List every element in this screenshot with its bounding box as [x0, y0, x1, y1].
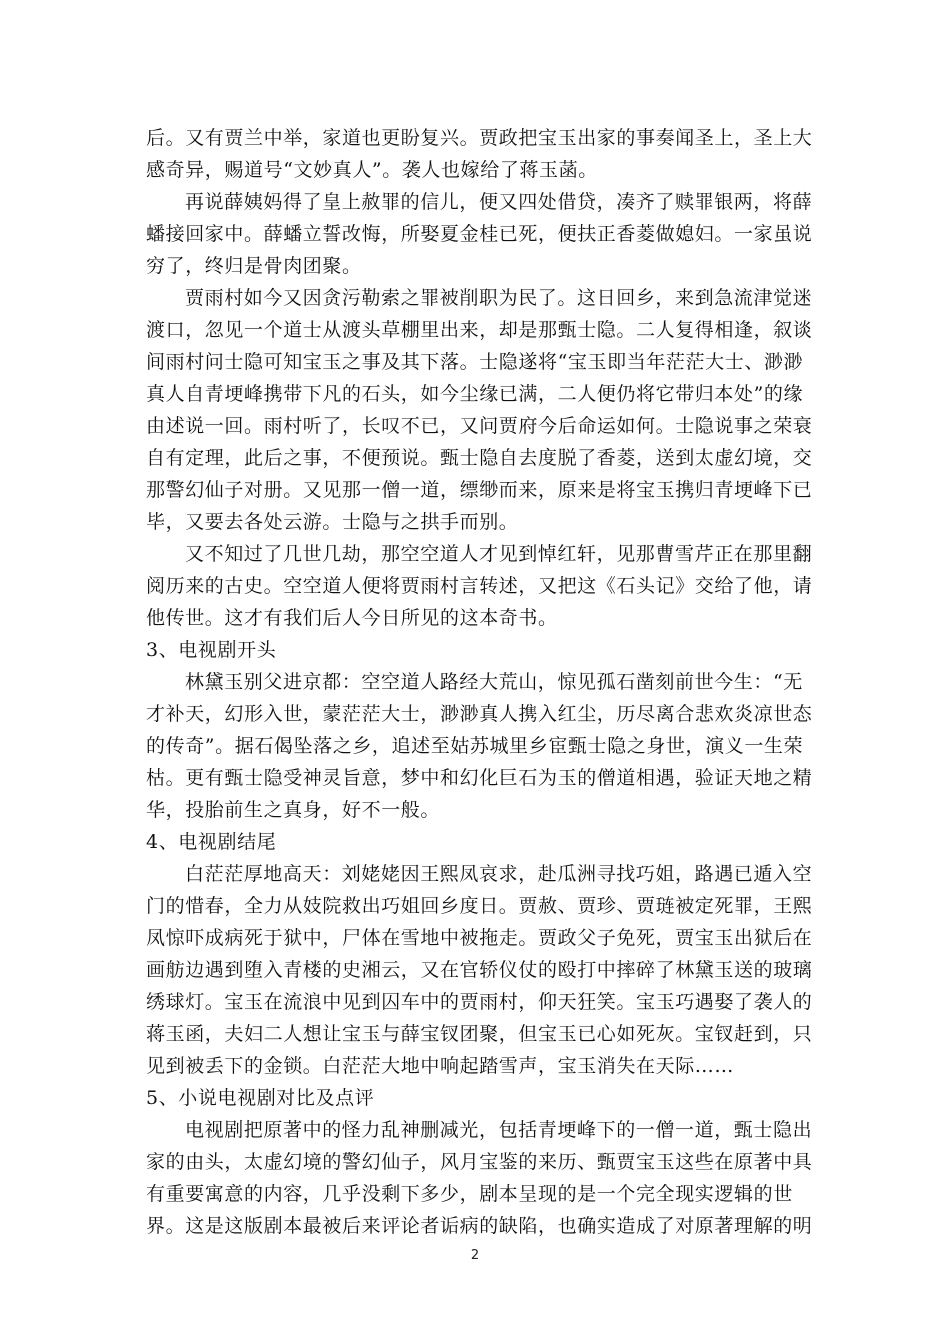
- text-line: 由述说一回。雨村听了，长叹不已，又问贾府今后命运如何。士隐说事之荣衰: [146, 415, 813, 437]
- text-line: 后。又有贾兰中举，家道也更盼复兴。贾政把宝玉出家的事奏闻圣上，圣上大: [146, 127, 813, 149]
- text-line: 门的惜春，全力从妓院救出巧姐回乡度日。贾赦、贾珍、贾琏被定死罪，王熙: [146, 895, 813, 917]
- section-heading: 3、电视剧开头: [146, 639, 277, 661]
- text-line: 间雨村问士隐可知宝玉之事及其下落。士隐遂将“宝玉即当年茫茫大士、渺渺: [146, 351, 804, 373]
- text-line: 凤惊吓成病死于狱中，尸体在雪地中被拖走。贾政父子免死，贾宝玉出狱后在: [146, 927, 813, 949]
- text-line: 感奇异，赐道号“文妙真人”。袭人也嫁给了蒋玉菡。: [146, 159, 598, 181]
- text-line: 有重要寓意的内容，几乎没剩下多少，剧本呈现的是一个完全现实逻辑的世: [146, 1183, 793, 1205]
- text-line: 界。这是这版剧本最被后来评论者诟病的缺陷，也确实造成了对原著理解的明: [146, 1215, 813, 1237]
- text-line: 枯。更有甄士隐受神灵旨意，梦中和幻化巨石为玉的僧道相遇，验证天地之精: [146, 767, 813, 789]
- text-line: 见到被丢下的金锁。白茫茫大地中响起踏雪声，宝玉消失在天际……: [146, 1055, 735, 1077]
- text-line: 的传奇”。据石偈坠落之乡，追述至姑苏城里乡宦甄士隐之身世，演义一生荣: [146, 735, 804, 757]
- page-number: 2: [470, 1248, 480, 1263]
- text-line: 毕，又要去各处云游。士隐与之拱手而别。: [146, 511, 519, 533]
- text-line: 真人自青埂峰携带下凡的石头，如今尘缘已满，二人便仍将它带归本处”的缘: [146, 383, 804, 405]
- text-line: 画舫边遇到堕入青楼的史湘云，又在官轿仪仗的殴打中摔碎了林黛玉送的玻璃: [146, 959, 813, 981]
- text-line: 渡口，忽见一个道士从渡头草棚里出来，却是那甄士隐。二人复得相逢，叙谈: [146, 319, 813, 341]
- paragraph-first-line: 贾雨村如今又因贪污勒索之罪被削职为民了。这日回乡，来到急流津觉迷: [185, 287, 813, 309]
- text-line: 绣球灯。宝玉在流浪中见到囚车中的贾雨村，仰天狂笑。宝玉巧遇娶了袭人的: [146, 991, 813, 1013]
- paragraph-first-line: 又不知过了几世几劫，那空空道人才见到悼红轩，见那曹雪芹正在那里翻: [185, 543, 813, 565]
- text-line: 蒋玉函，夫妇二人想让宝玉与薛宝钗团聚，但宝玉已心如死灰。宝钗赶到，只: [146, 1023, 813, 1045]
- paragraph-first-line: 电视剧把原著中的怪力乱神删减光，包括青埂峰下的一僧一道，甄士隐出: [185, 1119, 813, 1141]
- section-heading: 4、电视剧结尾: [146, 831, 277, 853]
- text-line: 阅历来的古史。空空道人便将贾雨村言转述，又把这《石头记》交给了他，请: [146, 575, 813, 597]
- text-line: 才补天，幻形入世，蒙茫茫大士，渺渺真人携入红尘，历尽离合悲欢炎凉世态: [146, 703, 813, 725]
- paragraph-first-line: 再说薛姨妈得了皇上赦罪的信儿，便又四处借贷，凑齐了赎罪银两，将薛: [185, 191, 813, 213]
- section-heading: 5、小说电视剧对比及点评: [146, 1087, 375, 1109]
- text-line: 自有定理，此后之事，不便预说。甄士隐自去度脱了香菱，送到太虚幻境，交: [146, 447, 813, 469]
- text-line: 家的由头，太虚幻境的警幻仙子，风月宝鉴的来历、甄贾宝玉这些在原著中具: [146, 1151, 813, 1173]
- text-line: 华，投胎前生之真身，好不一般。: [146, 799, 441, 821]
- text-line: 那警幻仙子对册。又见那一僧一道，缥缈而来，原来是将宝玉携归青埂峰下已: [146, 479, 813, 501]
- paragraph-first-line: 林黛玉别父进京都：空空道人路经大荒山，惊见孤石凿刻前世今生：“无: [185, 671, 803, 693]
- text-line: 穷了，终归是骨肉团聚。: [146, 255, 362, 277]
- paragraph-first-line: 白茫茫厚地高天：刘姥姥因王熙凤哀求，赴瓜洲寻找巧姐，路遇已遁入空: [185, 863, 813, 885]
- text-line: 他传世。这才有我们后人今日所见的这本奇书。: [146, 607, 558, 629]
- text-line: 蟠接回家中。薛蟠立誓改悔，所娶夏金桂已死，便扶正香菱做媳妇。一家虽说: [146, 223, 813, 245]
